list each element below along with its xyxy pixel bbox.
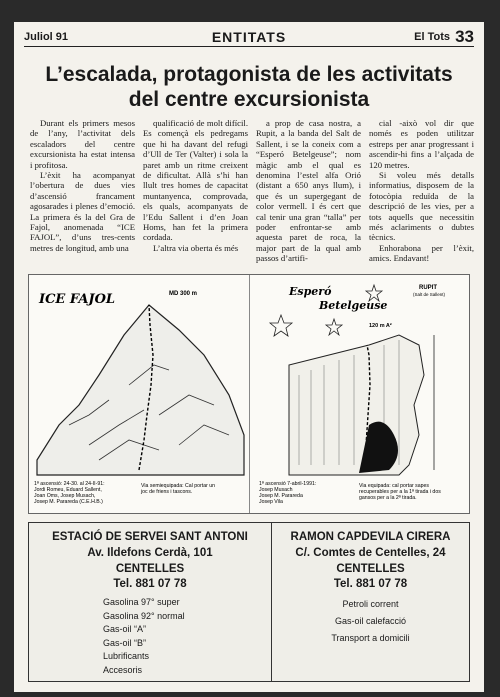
article-column-4 bbox=[369, 118, 474, 270]
paragraph: a prop de casa nostra, a Rupit, a la banda del Salt de Sallent, i se la coneix com a “Esperó Betelgeuse”; nom màgic amb el qual es denomina l’estel alfa Orió (distant a 650 anys llum), i que és un supergegant de color vermell. I és cert que cal tenir una gran “talla” per poder enfrontar-se amb aquesta paret de roca, la major part de la qual amb passos d’artifi- bbox=[256, 118, 361, 264]
title-line-1: L’escalada, protagonista de les activitats bbox=[45, 63, 453, 86]
mountain-sketch-left bbox=[29, 275, 249, 513]
mountain-outline bbox=[37, 305, 244, 475]
list-item: Petroli corrent bbox=[342, 599, 399, 609]
route-topo-figure bbox=[28, 274, 470, 514]
magazine-page bbox=[14, 22, 484, 692]
route-grade-right: 120 m A² bbox=[369, 323, 392, 329]
list-item: Gas-oil calefacció bbox=[334, 616, 407, 626]
magazine-name: El Tots bbox=[414, 31, 450, 43]
advertisements bbox=[28, 522, 470, 682]
ad-address: Av. Ildefons Cerdà, 101 bbox=[87, 547, 213, 559]
ad-product-list bbox=[29, 596, 271, 677]
ad-phone: Tel. 881 07 78 bbox=[113, 578, 187, 590]
page-header bbox=[24, 27, 474, 47]
topo-ice-fajol bbox=[29, 275, 250, 513]
first-ascent-right: 1ª ascensió 7-abril-1991: Josep Musach Josep M. Parareda Josep Vila bbox=[259, 481, 317, 505]
list-item: Gas-oil “A” bbox=[103, 624, 147, 634]
article-body bbox=[30, 118, 474, 270]
ad-city: CENTELLES bbox=[336, 563, 405, 575]
paragraph: L’altra via oberta és més bbox=[153, 242, 239, 253]
ad-business-name: ESTACIÓ DE SERVEI SANT ANTONI bbox=[52, 531, 248, 543]
gear-note-right: Via equipada: cal portar sapes recuperables per a la 1ª tirada i dos gansos per a la 2ª tirada. bbox=[359, 483, 441, 501]
page-number: 33 bbox=[455, 27, 474, 46]
article-column-1 bbox=[30, 118, 135, 270]
article-column-2 bbox=[143, 118, 248, 270]
article-column-3 bbox=[256, 118, 361, 270]
list-item: Lubrificants bbox=[103, 651, 150, 661]
first-ascent-left: 1ª ascensió: 24-30. al 24-II-91: Jordi Romeu, Eduard Sallent, Joan Oms, Josep Musach, Josep M. Parareda (C.E.H.B.) bbox=[34, 481, 105, 505]
cliff-outline bbox=[289, 335, 424, 475]
location-sub: (Salt de Sallent) bbox=[413, 292, 446, 297]
paragraph: Enhorabona per l’èxit, amics. Endavant! bbox=[369, 242, 474, 264]
article-title bbox=[24, 62, 474, 112]
star-icon bbox=[326, 319, 342, 335]
ad-address: C/. Comtes de Centelles, 24 bbox=[295, 547, 446, 559]
title-line-2: del centre excursionista bbox=[128, 88, 370, 111]
paragraph: Si voleu més detalls informatius, disposem de la fotocòpia reduïda de la descripció de les vies, per a tots aquells que necessitin més aclariments o dubtes tècnics. bbox=[369, 170, 474, 243]
ad-city: CENTELLES bbox=[115, 563, 185, 575]
list-item: Transport a domicili bbox=[331, 633, 410, 643]
topo-espero-betelgeuse bbox=[249, 275, 469, 513]
paragraph: cial -això vol dir que només es poden utilitzar estreps per anar progressant i ascendir-hi fins a l’alçada de 120 metres. bbox=[369, 118, 474, 170]
paragraph: qualificació de molt difícil. Es començà els pedregams que hi ha davant del refugi d’Ull de Ter (Valter) i sola la paret amb un ritme creixent de dificultat. Allà s’hi han llult tres homes de capacitat muntanyenca, comprovada, els quals, acompanyats de l’Edu Sallent i d’en Joan Homs, han fet la primera cordada. bbox=[143, 118, 248, 243]
list-item: Accesoris bbox=[103, 664, 143, 675]
list-item: Gasolina 92° normal bbox=[103, 610, 185, 621]
list-item: Gas-oil “B” bbox=[103, 637, 147, 648]
ad-business-name: RAMON CAPDEVILA CIRERA bbox=[290, 531, 451, 543]
issue-date: Juliol 91 bbox=[24, 31, 69, 43]
route-name-right-2: Betelgeuse bbox=[319, 299, 388, 312]
ad-ramon-capdevila bbox=[272, 523, 469, 681]
route-grade-left: MD 300 m bbox=[169, 291, 198, 297]
route-name-right-1: Esperó bbox=[289, 285, 332, 298]
mountain-sketch-right bbox=[249, 275, 469, 513]
star-icon bbox=[270, 315, 292, 336]
list-item: Gasolina 97° super bbox=[103, 597, 180, 607]
gear-note-left: Via semiequipada: Cal portar un joc de friens i tascons. bbox=[141, 483, 216, 495]
route-name-left: ICE FAJOL bbox=[39, 292, 116, 307]
ad-service-list bbox=[272, 596, 469, 647]
ad-estacio-servei bbox=[29, 523, 272, 681]
section-title: ENTITATS bbox=[211, 29, 287, 45]
location-name: RUPIT bbox=[419, 285, 437, 291]
ad-phone: Tel. 881 07 78 bbox=[333, 578, 408, 590]
paragraph: Durant els primers mesos de l’any, l’activitat dels escaladors del centre excursionista ha estat intensa i profitosa. bbox=[30, 118, 135, 170]
paragraph: L’èxit ha acompanyat l’obertura de dues vies d’ascensió francament agosarades i plenes d’emoció. La primera és la del Gra de Fajol, anomenada “ICE FAJOL”, d’uns tres-cents metres de longitud, amb una bbox=[30, 170, 135, 253]
